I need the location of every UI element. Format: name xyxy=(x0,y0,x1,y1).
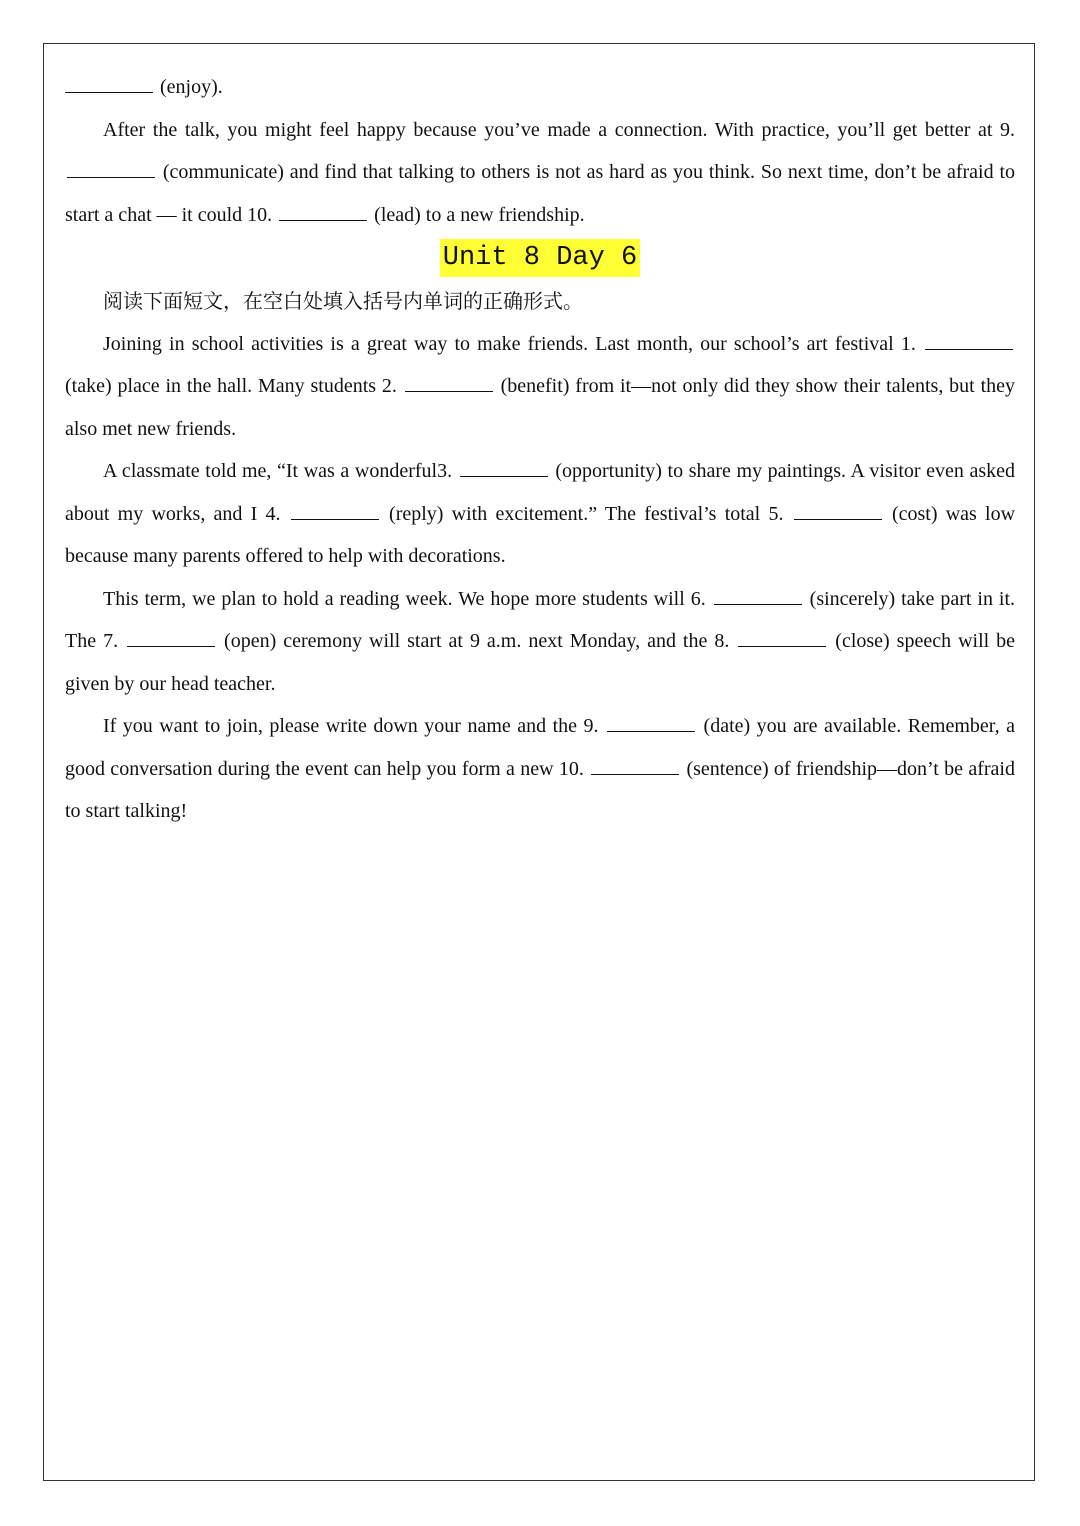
text-fragment: (lead) to a new friendship. xyxy=(374,203,585,226)
paragraph-1 xyxy=(65,323,1015,451)
text-fragment: (communicate) and find that talking to others is not as hard as you think. So next time, don’t be afraid to start a chat — it could 10. xyxy=(65,161,1015,226)
answer-blank[interactable] xyxy=(65,73,153,93)
answer-blank-5[interactable] xyxy=(794,500,882,520)
answer-blank-6[interactable] xyxy=(714,585,802,605)
text-fragment: (benefit) from it—not only did they show their talents, but they also met new friends. xyxy=(65,375,1016,440)
paragraph-4 xyxy=(65,705,1015,833)
answer-blank-9b[interactable] xyxy=(607,712,695,732)
answer-blank-4[interactable] xyxy=(291,500,379,520)
answer-blank-8[interactable] xyxy=(738,627,826,647)
text-fragment: After the talk, you might feel happy because you’ve made a connection. With practice, you’ll get better at 9. xyxy=(103,118,1015,141)
section-heading: Unit 8 Day 6 xyxy=(440,239,640,277)
answer-blank-10[interactable] xyxy=(279,201,367,221)
answer-blank-1[interactable] xyxy=(925,330,1013,350)
instruction: 阅读下面短文，在空白处填入括号内单词的正确形式。 xyxy=(103,289,583,313)
text-fragment: (take) place in the hall. Many students 2. xyxy=(65,375,397,397)
text-fragment: (cost) was low because many parents offered to help with decorations. xyxy=(65,502,1016,567)
paragraph-2 xyxy=(65,450,1015,578)
text-fragment: (close) speech will be given by our head teacher. xyxy=(65,630,1016,695)
text-fragment: (reply) with excitement.” The festival’s total 5. xyxy=(389,502,784,525)
text-fragment: (sincerely) take part in it. The 7. xyxy=(65,587,1016,652)
paragraph-3 xyxy=(65,578,1015,706)
answer-blank-3[interactable] xyxy=(460,457,548,477)
continued-line xyxy=(65,66,1015,109)
text-fragment: (enjoy). xyxy=(160,76,223,98)
text-fragment: If you want to join, please write down your name and the 9. xyxy=(103,715,599,737)
answer-blank-2[interactable] xyxy=(405,372,493,392)
text-fragment: (opportunity) to share my paintings. A visitor even asked about my works, and I 4. xyxy=(65,460,1016,525)
text-fragment: A classmate told me, “It was a wonderful3. xyxy=(103,460,453,482)
section-heading-wrap xyxy=(65,238,1015,280)
answer-blank-9[interactable] xyxy=(67,158,155,178)
text-fragment: Joining in school activities is a great way to make friends. Last month, our school’s art festival 1. xyxy=(103,332,916,355)
answer-blank-7[interactable] xyxy=(127,627,215,647)
text-fragment: (date) you are available. Remember, a good conversation during the event can help you form a new 10. xyxy=(65,715,1016,780)
text-fragment: (sentence) of friendship—don’t be afraid to start talking! xyxy=(65,757,1015,822)
paragraph-after-talk xyxy=(65,109,1015,237)
text-fragment: (open) ceremony will start at 9 a.m. next Monday, and the 8. xyxy=(224,630,730,652)
answer-blank-10b[interactable] xyxy=(591,755,679,775)
worksheet-content xyxy=(65,66,1015,833)
text-fragment: This term, we plan to hold a reading week. We hope more students will 6. xyxy=(103,587,706,610)
